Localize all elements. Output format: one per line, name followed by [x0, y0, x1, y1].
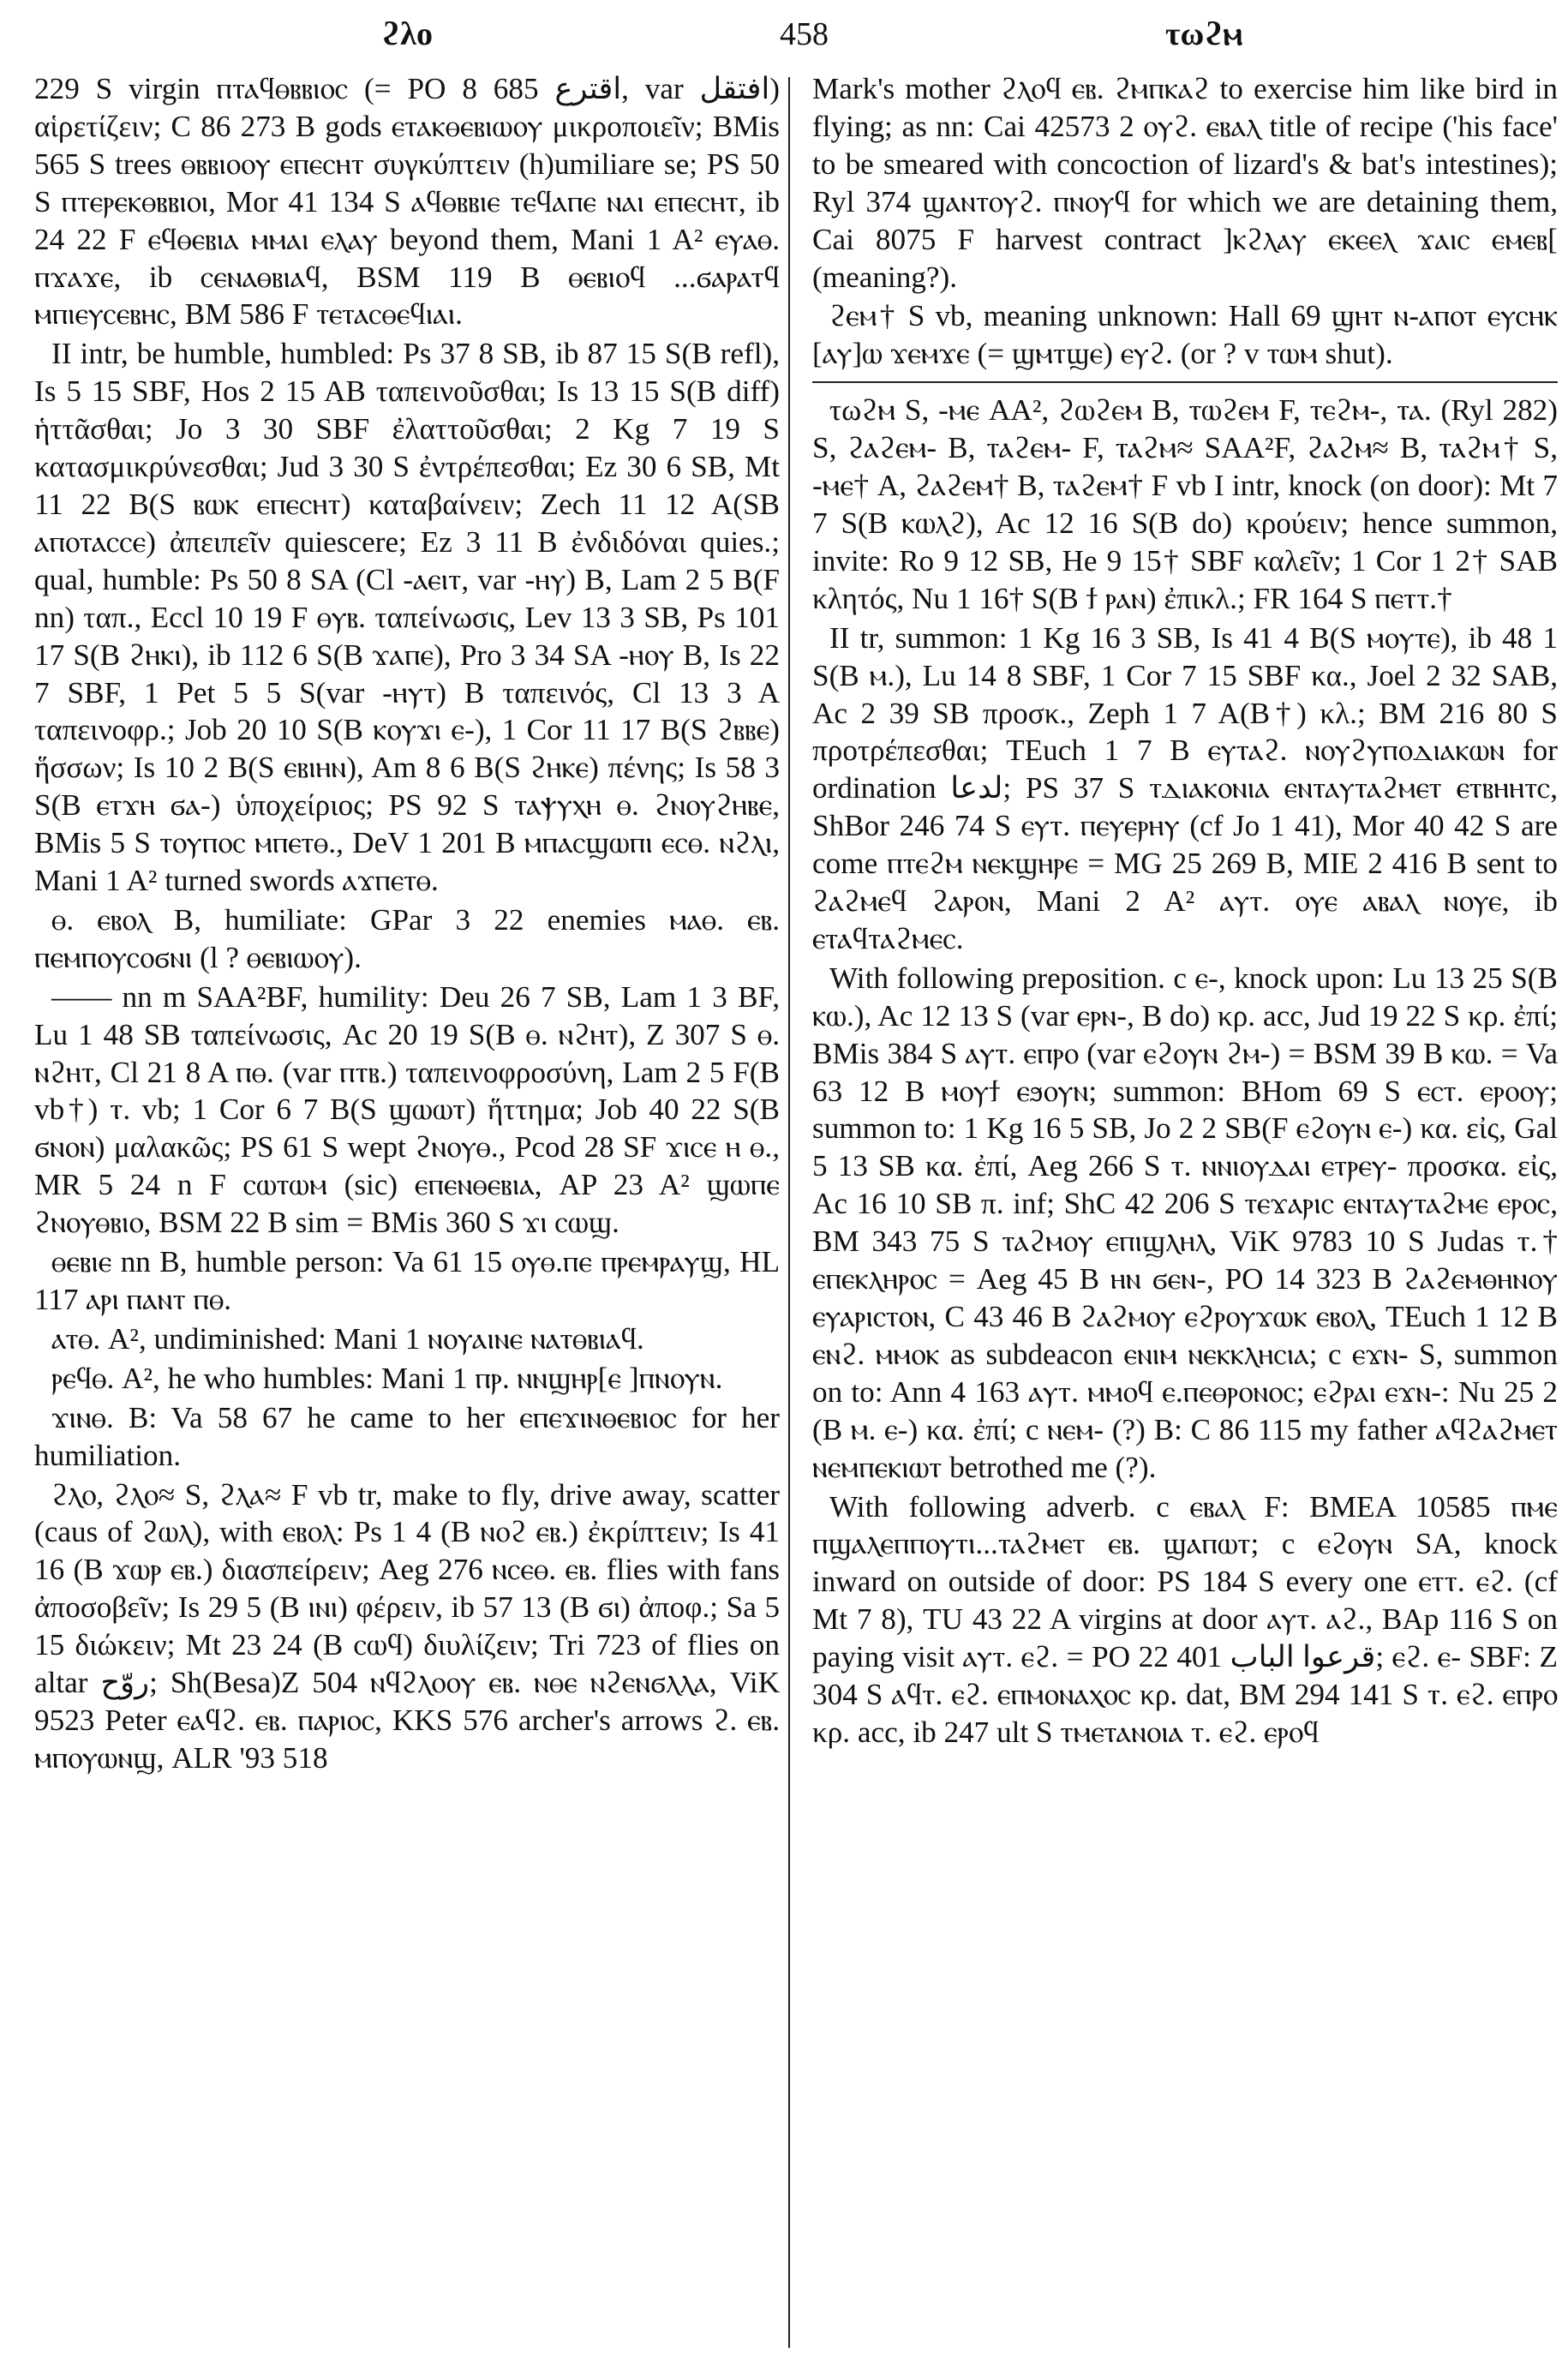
- entry-paragraph: ⲑ. ⲉⲃⲟⲗ B, humiliate: GPar 3 22 enemies ⲙⲁⲑ. ⲉⲃ. ⲡⲉⲙⲡⲟⲩⲥⲟϭⲛⲓ (l ? ⲑⲉⲃⲓⲱⲟⲩ).: [34, 902, 780, 974]
- entry-paragraph: II intr, be humble, humbled: Ps 37 8 SB, ib 87 15 S(B refl), Is 5 15 SBF, Hos 2 15 AB ταπεινοῦσθαι; Is 13 15 S(B diff) ἡττᾶσθαι; Jo 3 30 SBF ἐλαττοῦσθαι; 2 Kg 7 19 S κατασμικρύνεσθαι; Jud 3 30 S ἐντρέπεσθαι; Ez 30 6 SB, Mt 11 22 B(S ⲃⲱⲕ ⲉⲡⲉⲥⲏⲧ) καταβαίνειν; Zech 11 12 A(SB ⲁⲡⲟⲧⲁⲥⲥⲉ) ἀπειπεῖν quiescere; Ez 3 11 B ἐνδιδόναι quies.; qual, humble: Ps 50 8 SA (Cl -ⲁⲉⲓⲧ, var -ⲏⲩ) B, Lam 2 5 B(F nn) ταπ., Eccl 10 19 F ⲑⲩⲃ. ταπείνωσις, Lev 13 3 SB, Ps 101 17 S(B ϩⲏⲕⲓ), ib 112 6 S(B ϫⲁⲡⲉ), Pro 3 34 SA -ⲏⲟⲩ B, Is 22 7 SBF, 1 Pet 5 5 S(var -ⲏⲩⲧ) B ταπεινός, Cl 13 3 A ταπεινοφρ.; Job 20 10 S(B ⲕⲟⲩϫⲓ ⲉ-), 1 Cor 11 17 B(S ϩⲃⲃⲉ) ἥσσων; Is 10 2 B(S ⲉⲃⲓⲏⲛ), Am 8 6 B(S ϩⲏⲕⲉ) πένης; Is 58 3 S(B ⲉⲧϫⲏ ϭⲁ-) ὑποχείριος; PS 92 S ⲧⲁⲯⲩⲭⲏ ⲑ. ϩⲛⲟⲩϩⲏⲃⲉ, BMis 5 S ⲧⲟⲩⲡⲟⲥ ⲙⲡⲉⲧⲑ., DeV 1 201 B ⲙⲡⲁⲥϣⲱⲡⲓ ⲉⲥⲑ. ⲛϩⲗⲓ, Mani 1 A² turned swords ⲁϫⲡⲉⲧⲑ.: [34, 337, 780, 898]
- entry-paragraph: —— nn m SAA²BF, humility: Deu 26 7 SB, Lam 1 3 BF, Lu 1 48 SB ταπείνωσις, Ac 20 19 S(B ⲑ. ⲛϩⲏⲧ), Z 307 S ⲑ. ⲛϩⲏⲧ, Cl 21 8 A ⲡⲑ. (var ⲡⲧⲃ.) ταπεινοφροσύνη, Lam 2 5 F(B vb†) ⲧ. vb; 1 Cor 6 7 B(S ϣⲱⲱⲧ) ἥττημα; Job 40 22 S(B ϭⲛⲟⲛ) μαλακῶς; PS 61 S wept ϩⲛⲟⲩⲑ., Pcod 28 SF ϫⲓⲥⲉ ⲏ ⲑ., MR 5 24 n F ⲥⲱⲧⲱⲙ (sic) ⲉⲡⲉⲛⲑⲉⲃⲓⲁ, AP 23 A² ϣⲱⲡⲉ ϩⲛⲟⲩⲑⲃⲓⲟ, BSM 22 B sim = BMis 360 S ϫⲓ ⲥⲱϣ.: [34, 979, 780, 1240]
- header-right-headword: τωϩⲙ: [1165, 16, 1242, 52]
- header-left-headword: ϩλο: [381, 16, 433, 52]
- entry-paragraph: With following adverb. c ⲉⲃⲁⲗ F: BMEA 10585 ⲡⲙⲉ ⲡϣⲁⲗⲉⲡⲡⲟⲩⲧⲓ...ⲧⲁϩⲙⲉⲧ ⲉⲃ. ϣⲁⲡⲱⲧ; c ⲉϩⲟⲩⲛ SA, knock inward on outside of door: PS 184 S every one ⲉⲧⲧ. ⲉϩ. (cf Mt 7 8), TU 43 22 A virgins at door ⲁⲩⲧ. ⲁϩ., BAp 116 S on paying visit ⲁⲩⲧ. ⲉϩ. = PO 22 401 قرعوا الباب; ⲉϩ. ⲉ- SBF: Z 304 S ⲁϥⲧ. ⲉϩ. ⲉⲡⲙⲟⲛⲁⲭⲟⲥ κρ. dat, BM 294 141 S ⲧ. ⲉϩ. ⲉⲡⲣⲟ κρ. acc, ib 247 ult S ⲧⲙⲉⲧⲁⲛⲟⲓⲁ ⲧ. ⲉϩ. ⲉⲣⲟϥ: [812, 1489, 1558, 1749]
- page-header: [34, 7, 1559, 67]
- column-divider: [788, 77, 790, 2348]
- entry-separator-rule: [812, 381, 1558, 383]
- entry-headword-paragraph: τωϩⲙ S, -ⲙⲉ AA², ϩⲱϩⲉⲙ B, ⲧⲱϩⲉⲙ F, ⲧⲉϩⲙ-, ⲧⲁ. (Ryl 282) S, ϩⲁϩⲉⲙ- B, ⲧⲁϩⲉⲙ- F, ⲧⲁϩⲙ≈ SAA²F, ϩⲁϩⲙ≈ B, ⲧⲁϩⲙ† S, -ⲙⲉ† A, ϩⲁϩⲉⲙ† B, ⲧⲁϩⲉⲙ† F vb I intr, knock (on door): Mt 7 7 S(B ⲕⲱⲗϩ), Ac 12 16 S(B do) κρούειν; hence summon, invite: Ro 9 12 SB, He 9 15† SBF καλεῖν; 1 Cor 1 2† SAB κλητός, Nu 1 16† S(B ϯ ⲣⲁⲛ) ἐπικλ.; FR 164 S ⲡⲉⲧⲧ.†: [812, 393, 1558, 615]
- entry-paragraph: ⲁⲧⲑ. A², undiminished: Mani 1 ⲛⲟⲩⲁⲓⲛⲉ ⲛⲁⲧⲑⲃⲓⲁϥ.: [51, 1321, 644, 1356]
- entry-paragraph: II tr, summon: 1 Kg 16 3 SB, Is 41 4 B(S ⲙⲟⲩⲧⲉ), ib 48 1 S(B ⲙ.), Lu 14 8 SBF, 1 Cor 7 15 SBF κα., Joel 2 32 SAB, Ac 2 39 SB προσκ., Zeph 1 7 A(B†) κλ.; BM 216 80 S προτρέπεσθαι; TEuch 1 7 B ⲉⲩⲧⲁϩ. ⲛⲟⲩϩⲩⲡⲟⲇⲓⲁⲕⲱⲛ for ordination لدعا; PS 37 S ⲧⲇⲓⲁⲕⲟⲛⲓⲁ ⲉⲛⲧⲁⲩⲧⲁϩⲙⲉⲧ ⲉⲧⲃⲏⲏⲧⲥ, ShBor 246 74 S ⲉⲩⲧ. ⲡⲉⲩⲉⲣⲏⲩ (cf Jo 1 41), Mor 40 42 S are come ⲡⲧⲉϩⲙ ⲛⲉⲕϣⲏⲣⲉ = MG 25 269 B, MIE 2 416 B sent to ϩⲁϩⲙⲉϥ ϩⲁⲣⲟⲛ, Mani 2 A² ⲁⲩⲧ. ⲟⲩⲉ ⲁⲃⲁⲗ ⲛⲟⲩⲉ, ib ⲉⲧⲁϥⲧⲁϩⲙⲉⲥ.: [812, 620, 1558, 955]
- entry-paragraph: Mark's mother ϩⲗⲟϥ ⲉⲃ. ϩⲙⲡⲕⲁϩ to exercise him like bird in flying; as nn: Cai 42573 2 ⲟⲩϩ. ⲉⲃⲁⲗ title of recipe ('his face' to be smeared with concoction of lizard's & bat's intestines); Ryl 374 ϣⲁⲛⲧⲟⲩϩ. ⲡⲛⲟⲩϥ for which we are detaining them, Cai 8075 F harvest contract ]ⲕϩⲗⲁⲩ ⲉⲕⲉⲉⲗ ϫⲁⲓⲥ ⲉⲙⲉⲃ[ (meaning?).: [812, 72, 1558, 294]
- entry-paragraph: 229 S virgin ⲡⲧⲁϥⲑⲃⲃⲓⲟⲥ (= PO 8 685 اقترع, var افتقل) αἱρετίζειν; C 86 273 B gods ⲉⲧⲁⲕⲑⲉⲃⲓⲱⲟⲩ μικροποιεῖν; BMis 565 S trees ⲑⲃⲃⲓⲟⲟⲩ ⲉⲡⲉⲥⲏⲧ συγκύπτειν (h)umiliare se; PS 50 S ⲡⲧⲉⲣⲉⲕⲑⲃⲃⲓⲟⲓ, Mor 41 134 S ⲁϥⲑⲃⲃⲓⲉ ⲧⲉϥⲁⲡⲉ ⲛⲁⲓ ⲉⲡⲉⲥⲏⲧ, ib 24 22 F ⲉϥⲑⲉⲃⲓⲁ ⲙⲙⲁⲓ ⲉⲗⲁⲩ beyond them, Mani 1 A² ⲉⲩⲁⲑ. ⲡϫⲁϫⲉ, ib ⲥⲉⲛⲁⲑⲃⲓⲁϥ, BSM 119 B ⲑⲉⲃⲓⲟϥ ...ϭⲁⲣⲁⲧϥ ⲙⲡⲓⲉⲩⲥⲉⲃⲏⲥ, BM 586 F ⲧⲉⲧⲁⲥⲑⲉϥⲓⲁⲓ.: [34, 72, 780, 332]
- entry-paragraph: ϩⲉⲙ† S vb, meaning unknown: Hall 69 ϣⲏⲧ ⲛ-ⲁⲡⲟⲧ ⲉⲩⲥⲏⲕ [ⲁⲩ]ⲱ ϫⲉⲙϫⲉ (= ϣⲙⲧϣⲉ) ⲉⲩϩ. (or ? v ⲧⲱⲙ shut).: [812, 299, 1558, 371]
- right-column: [812, 70, 1558, 2358]
- entry-paragraph: ϫⲓⲛⲑ. B: Va 58 67 he came to her ⲉⲡⲉϫⲓⲛⲑⲉⲃⲓⲟⲥ for her humiliation.: [34, 1400, 780, 1472]
- entry-paragraph: With following preposition. c ⲉ-, knock upon: Lu 13 25 S(B ⲕⲱ.), Ac 12 13 S (var ⲉⲣⲛ-, B do) κρ. acc, Jud 19 22 S κρ. ἐπί; BMis 384 S ⲁⲩⲧ. ⲉⲡⲣⲟ (var ⲉϩⲟⲩⲛ ϩⲙ-) = BSM 39 B ⲕⲱ. = Va 63 12 B ⲙⲟⲩϯ ⲉϧⲟⲩⲛ; summon: BHom 69 S ⲉⲥⲧ. ⲉⲣⲟⲟⲩ; summon to: 1 Kg 16 5 SB, Jo 2 2 SB(F ⲉϩⲟⲩⲛ ⲉ-) κα. εἰς, Gal 5 13 SB κα. ἐπί, Aeg 266 S ⲧ. ⲛⲛⲓⲟⲩⲇⲁⲓ ⲉⲧⲣⲉⲩ- προσκα. εἰς, Ac 16 10 SB π. inf; ShC 42 206 S ⲧⲉϫⲁⲣⲓⲥ ⲉⲛⲧⲁⲩⲧⲁϩⲙⲉ ⲉⲣⲟⲥ, BM 343 75 S ⲧⲁϩⲙⲟⲩ ⲉⲡⲓϣⲗⲏⲗ, ViK 9783 10 S Judas ⲧ.† ⲉⲡⲉⲕⲗⲏⲣⲟⲥ = Aeg 45 B ⲏⲛ ϭⲉⲛ-, PO 14 323 B ϩⲁϩⲉⲙⲑⲏⲛⲟⲩ ⲉⲩⲁⲣⲓⲥⲧⲟⲛ, C 43 46 B ϩⲁϩⲙⲟⲩ ⲉϩⲣⲟⲩϫⲱⲕ ⲉⲃⲟⲗ, TEuch 1 12 B ⲉⲛϩ. ⲙⲙⲟⲕ as subdeacon ⲉⲛⲓⲙ ⲛⲉⲕⲕⲗⲏⲥⲓⲁ; c ⲉϫⲛ- S, summon on to: Ann 4 163 ⲁⲩⲧ. ⲙⲙⲟϥ ⲉ.ⲡⲉⲑⲣⲟⲛⲟⲥ; ⲉϩⲣⲁⲓ ⲉϫⲛ-: Nu 25 2 (B ⲙ. ⲉ-) κα. ἐπί; c ⲛⲉⲙ- (?) B: C 86 115 my father ⲁϥϩⲁϩⲙⲉⲧ ⲛⲉⲙⲡⲉⲕⲓⲱⲧ betrothed me (?).: [812, 961, 1558, 1484]
- entry-headword-paragraph: ϩⲗⲟ, ϩⲗⲟ≈ S, ϩⲗⲁ≈ F vb tr, make to fly, drive away, scatter (caus of ϩⲱⲗ), with ⲉⲃⲟⲗ: Ps 1 4 (B ⲛⲟϩ ⲉⲃ.) ἐκρίπτειν; Is 41 16 (B ϫⲱⲣ ⲉⲃ.) διασπείρειν; Aeg 276 ⲛⲥⲉⲑ. ⲉⲃ. flies with fans ἀποσοβεῖν; Is 29 5 (B ⲓⲛⲓ) φέρειν, ib 57 13 (B ϭⲓ) ἀποφ.; Sa 5 15 διώκειν; Mt 23 24 (B ⲥⲱϥ) διυλίζειν; Tri 723 of flies on altar روّح; Sh(Besa)Z 504 ⲛϥϩⲗⲟⲟⲩ ⲉⲃ. ⲛⲑⲉ ⲛϩⲉⲛϭⲗⲗⲁ, ViK 9523 Peter ⲉⲁϥϩ. ⲉⲃ. ⲡⲁⲣⲓⲟⲥ, KKS 576 archer's arrows ϩ. ⲉⲃ. ⲙⲡⲟⲩⲱⲛϣ, ALR '93 518: [34, 1477, 780, 1775]
- entry-paragraph: ⲣⲉϥⲑ. A², he who humbles: Mani 1 ⲡⲣ. ⲛⲛϣⲏⲣ[ⲉ ]ⲡⲛⲟⲩⲛ.: [51, 1361, 723, 1395]
- page-number: 458: [780, 16, 829, 52]
- entry-paragraph: ⲑⲉⲃⲓⲉ nn B, humble person: Va 61 15 ⲟⲩⲑ.ⲡⲉ ⲡⲣⲉⲙⲣⲁⲩϣ, HL 117 ⲁⲣⲓ ⲡⲁⲛⲧ ⲡⲑ.: [34, 1245, 780, 1316]
- left-column: [34, 70, 780, 2358]
